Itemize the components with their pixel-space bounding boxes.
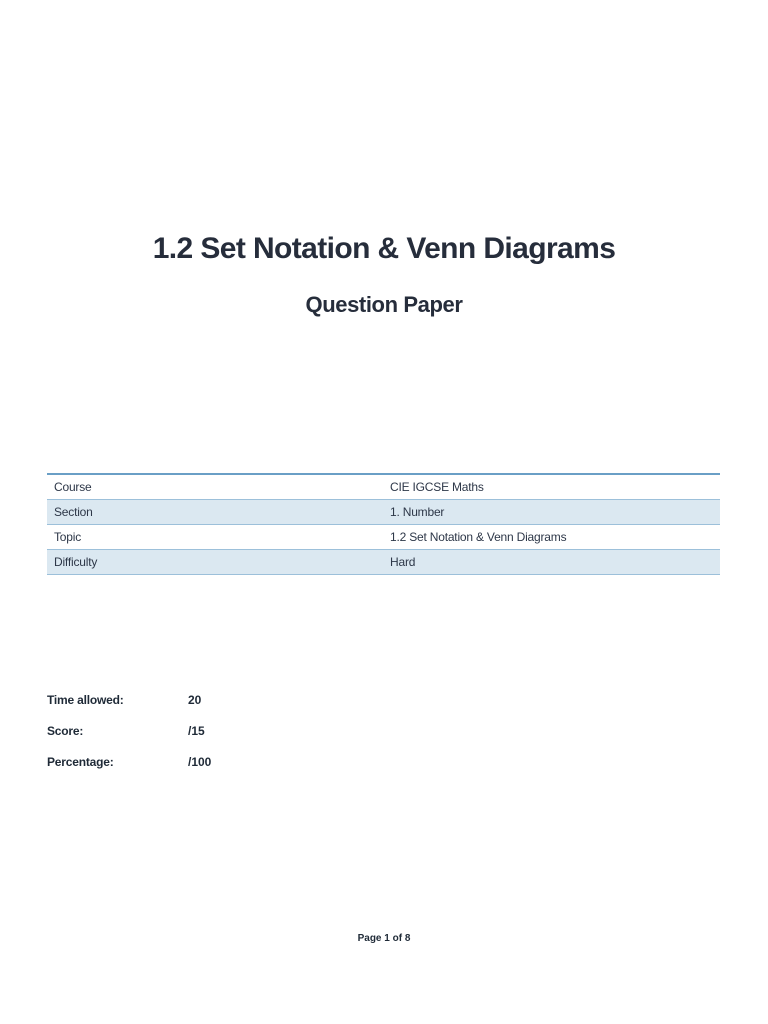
table-cell-value: Hard [383,550,720,575]
score-summary [47,693,211,786]
table-row-difficulty [47,550,720,575]
percentage-row [47,755,211,786]
score-row [47,724,211,755]
score-label: Score: [47,724,84,738]
table-cell-value: 1. Number [383,500,720,525]
page-title: 1.2 Set Notation & Venn Diagrams [152,232,616,265]
course-info-table [47,473,720,575]
table-row-course [47,474,720,500]
table-cell-label: Section [47,500,383,525]
percentage-value: /100 [188,755,212,769]
table-cell-label: Course [47,474,383,500]
percentage-label: Percentage: [47,755,114,769]
table-row-topic [47,525,720,550]
table-cell-value: CIE IGCSE Maths [383,474,720,500]
score-value: /15 [188,724,205,738]
page-subtitle: Question Paper [305,292,463,317]
table-row-section [47,500,720,525]
table-cell-label: Topic [47,525,383,550]
time-allowed-label: Time allowed: [47,693,124,707]
table-cell-value: 1.2 Set Notation & Venn Diagrams [383,525,720,550]
table-cell-label: Difficulty [47,550,383,575]
time-allowed-row [47,693,211,724]
page-number: Page 1 of 8 [357,933,411,944]
time-allowed-value: 20 [188,693,202,707]
